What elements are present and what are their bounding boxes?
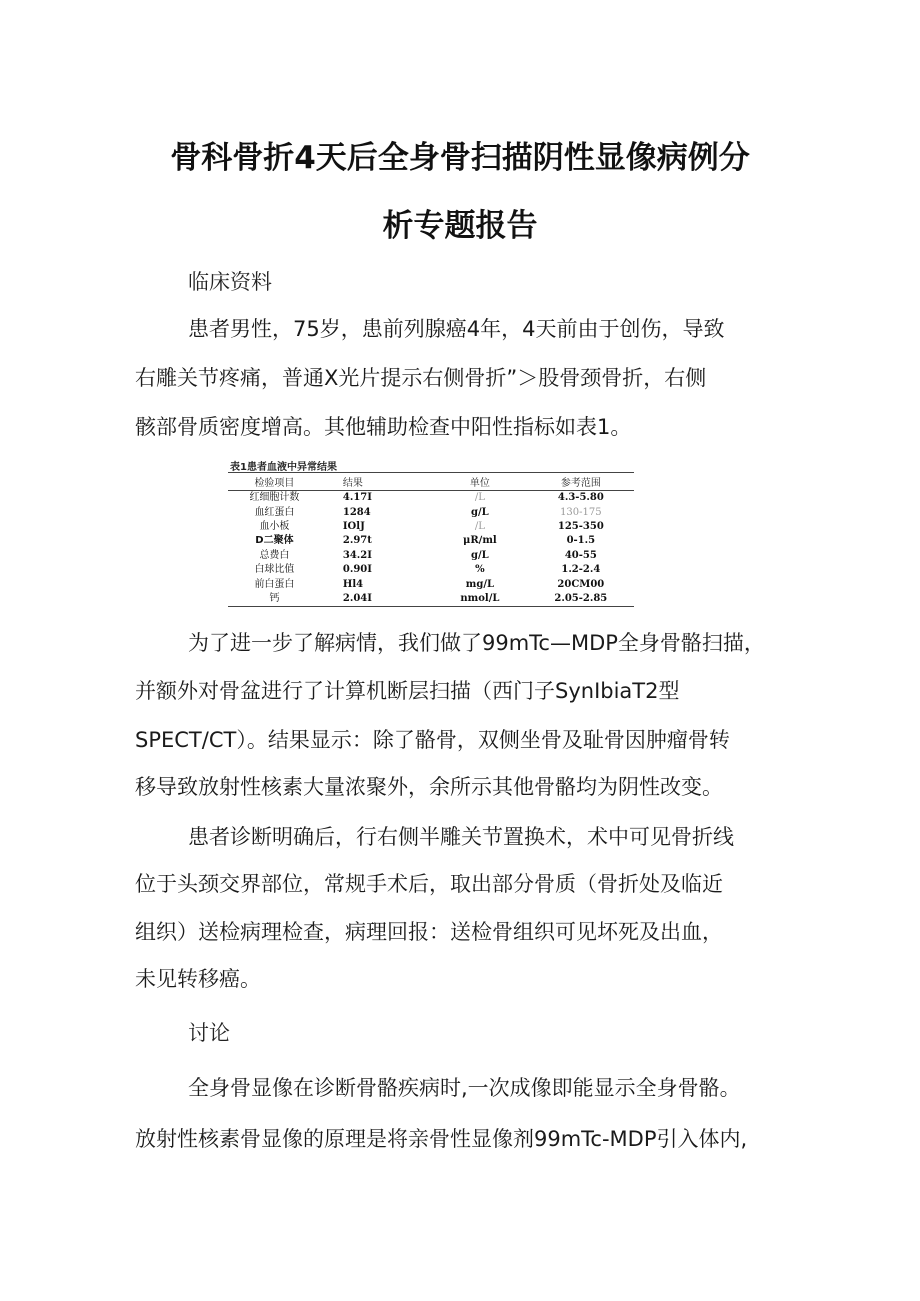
cell-unit: /L xyxy=(474,492,485,504)
document-title-line1: 骨科骨折4天后全身骨扫描阴性显像病例分 xyxy=(170,140,750,176)
table xyxy=(228,473,634,607)
cell-result: 1284 xyxy=(342,506,371,518)
table-row xyxy=(228,577,634,591)
cell-unit: % xyxy=(475,564,485,576)
cell-range: 130-175 xyxy=(560,506,602,518)
paragraph-line: 为了进一步了解病情，我们做了99mTc—MDP全身骨骼扫描， xyxy=(188,631,765,655)
paragraph-line: 骸部骨质密度增高。其他辅助检查中阳性指标如表1。 xyxy=(135,415,632,439)
table-row xyxy=(228,592,634,607)
paragraph-line: 放射性核素骨显像的原理是将亲骨性显像剂99mTc-MDP引入体内, xyxy=(135,1127,748,1151)
table-row xyxy=(228,534,634,548)
table-row xyxy=(228,505,634,519)
paragraph-line: SPECT/CT）。结果显示：除了骼骨，双侧坐骨及耻骨因肿瘤骨转 xyxy=(135,728,730,752)
table-caption: 表1患者血液中异常结果 xyxy=(228,458,634,473)
cell-range: 2.05-2.85 xyxy=(528,592,634,607)
cell-item: 前白蛋白 xyxy=(254,578,295,590)
cell-range: 4.3-5.80 xyxy=(557,492,604,504)
cell-item: 红细胞计数 xyxy=(249,492,300,504)
cell-result: 2.97t xyxy=(342,535,372,547)
cell-result: 2.04I xyxy=(321,592,432,607)
cell-range: 1.2-2.4 xyxy=(561,564,601,576)
cell-unit: g/L xyxy=(471,549,489,561)
cell-unit: μR∕ml xyxy=(463,535,497,547)
cell-item: 血小板 xyxy=(259,520,290,532)
cell-range: 20CM00 xyxy=(557,578,605,590)
cell-unit: mg/L xyxy=(465,578,495,590)
table-row xyxy=(228,491,634,506)
table-header: 单位 xyxy=(432,473,528,491)
cell-result: 34.2I xyxy=(342,549,372,561)
paragraph-line: 未见转移癌。 xyxy=(135,967,261,991)
paragraph-line: 位于头颈交界部位，常规手术后，取出部分骨质（骨折处及临近 xyxy=(135,872,723,896)
cell-result: IOlJ xyxy=(342,520,365,532)
table-row xyxy=(228,563,634,577)
document-title-line2: 析专题报告 xyxy=(382,208,538,244)
cell-unit: g/L xyxy=(471,506,489,518)
cell-item: D二聚体 xyxy=(255,535,294,547)
cell-item: 钙 xyxy=(228,592,321,607)
cell-unit: /L xyxy=(474,520,485,532)
paragraph-line: 并额外对骨盆进行了计算机断层扫描（西门子SynIbiaT2型 xyxy=(135,679,680,703)
cell-item: 白球比值 xyxy=(254,564,295,576)
paragraph-line: 移导致放射性核素大量浓聚外，余所示其他骨骼均为阴性改变。 xyxy=(135,775,723,799)
table-row xyxy=(228,549,634,563)
cell-range: 0-1.5 xyxy=(566,535,596,547)
cell-item: 总费白 xyxy=(259,549,290,561)
table-header: 参考范围 xyxy=(528,473,634,491)
cell-result: Hl4 xyxy=(342,578,364,590)
paragraph-line: 全身骨显像在诊断骨骼疾病时,一次成像即能显示全身骨骼。 xyxy=(188,1076,741,1100)
paragraph-line: 患者男性，75岁，患前列腺癌4年，4天前由于创伤，导致 xyxy=(188,317,725,341)
section-heading-clinical: 临床资料 xyxy=(188,270,272,294)
table-header: 结果 xyxy=(321,473,432,491)
cell-range: 40-55 xyxy=(564,549,597,561)
paragraph-line: 组织）送检病理检查，病理回报：送检骨组织可见坏死及出血， xyxy=(135,920,723,944)
section-heading-discussion: 讨论 xyxy=(188,1021,230,1045)
cell-unit: nmol/L xyxy=(432,592,528,607)
paragraph-line: 右雕关节疼痛，普通X光片提示右侧骨折”＞股骨颈骨折，右侧 xyxy=(135,366,707,390)
cell-range: 125-350 xyxy=(557,520,604,532)
cell-result: 0.90I xyxy=(342,564,372,576)
table-row xyxy=(228,520,634,534)
paragraph-line: 患者诊断明确后，行右侧半雕关节置换术，术中可见骨折线 xyxy=(188,825,734,849)
cell-result: 4.17I xyxy=(342,492,372,504)
lab-results-table xyxy=(228,458,634,607)
cell-item: 血红蛋白 xyxy=(254,506,295,518)
table-header: 检验项目 xyxy=(228,473,321,491)
